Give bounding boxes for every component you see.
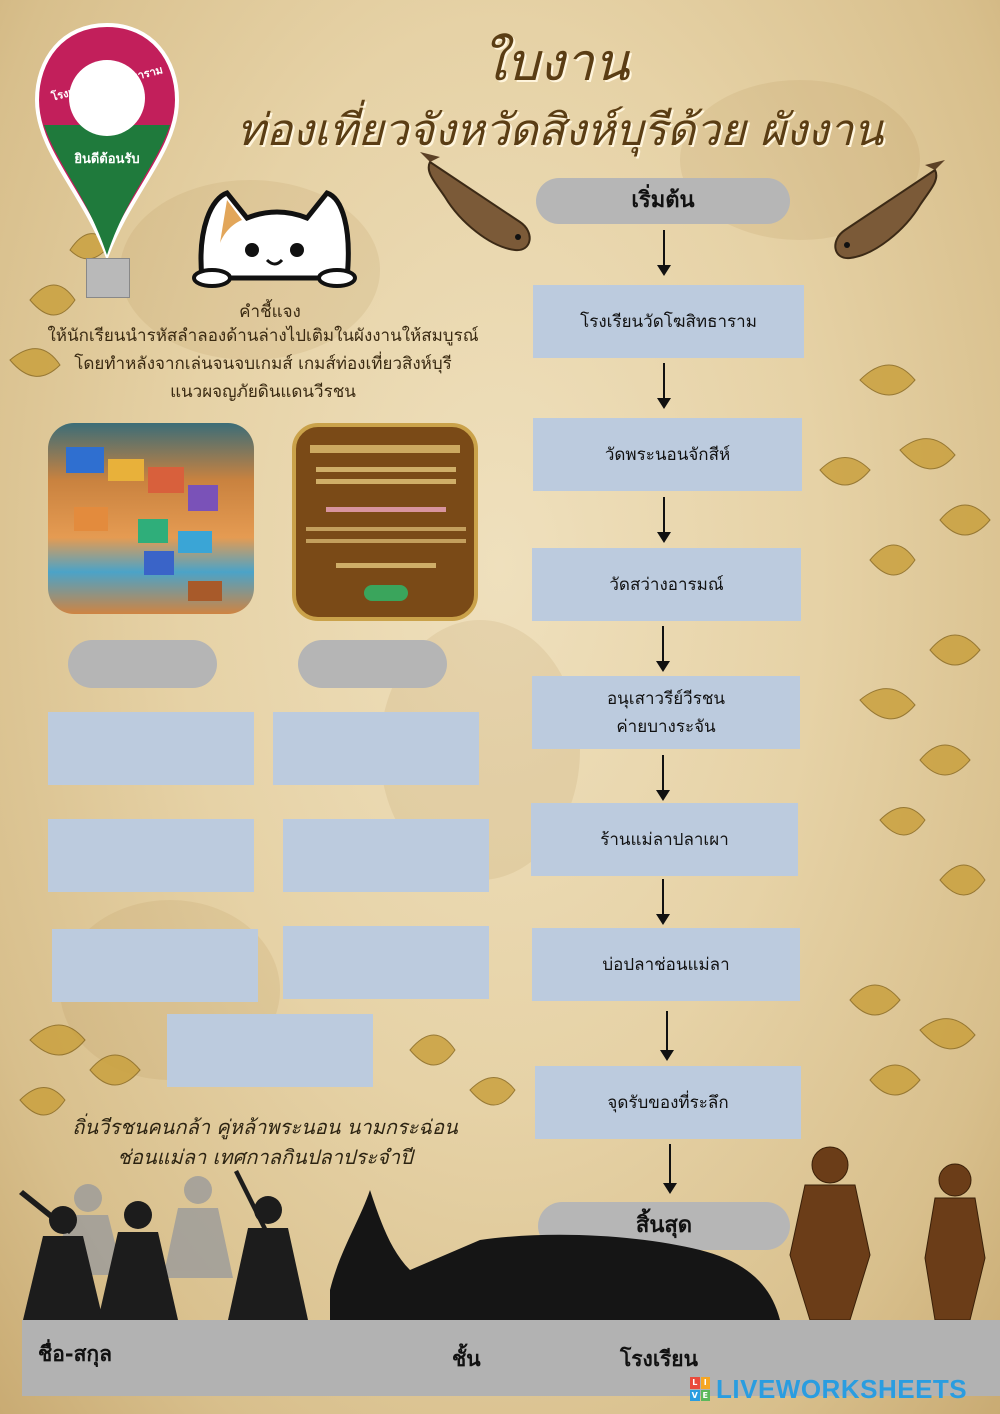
instructions-line-1: ให้นักเรียนนำรหัสลำลองด้านล่างไปเติมในผังงานให้สมบูรณ์ [47,326,479,346]
heroes-silhouette-illustration [18,1170,318,1320]
province-motto [30,1112,500,1172]
game-end-screenshot [292,423,478,621]
flow-arrow [660,1011,674,1061]
snakehead-fish-left-illustration [420,152,540,262]
liveworksheets-name: LIVEWORKSHEETS [716,1373,968,1404]
flowchart-step-6: บ่อปลาช่อนแม่ลา [532,928,800,1001]
flowchart-start: เริ่มต้น [536,178,790,224]
logo-welcome-text: ยินดีต้อนรับ [74,152,140,167]
flowchart-step-2: วัดพระนอนจักสีห์ [533,418,802,491]
flow-arrow [656,626,670,672]
flowchart-step-7: จุดรับของที่ระลึก [535,1066,801,1139]
flowchart-step-4: อนุเสาวรีย์วีรชน ค่ายบางระจัน [532,676,800,749]
flow-arrow [656,879,670,925]
reclining-buddha-silhouette-illustration [320,1180,780,1320]
flow-arrow [656,755,670,801]
name-label: ชื่อ-สกุล [38,1342,112,1366]
liveworksheets-logo-icon: L I V E [690,1377,710,1401]
answer-code-box-3[interactable] [48,819,254,892]
answer-pill-1[interactable] [68,640,217,688]
instructions-text [28,322,498,406]
worksheet-subtitle: ท่องเที่ยวจังหวัดสิงห์บุรีด้วย ผังงาน [236,105,884,156]
instructions-heading: คำชี้แจง [239,302,301,322]
motto-line-2: ช่อนแม่ลา เทศกาลกินปลาประจำปี [117,1145,413,1169]
answer-code-box-7[interactable] [167,1014,373,1087]
school-label: โรงเรียน [620,1347,698,1371]
flowchart-step-3: วัดสว่างอารมณ์ [532,548,801,621]
logo-school-name: โรงเรียนวัดโฆสิทธาราม [50,63,165,104]
answer-code-box-6[interactable] [283,926,489,999]
class-label: ชั้น [452,1347,481,1371]
worksheet-title: ใบงาน [480,33,630,93]
liveworksheets-brand[interactable] [690,1374,967,1404]
flowchart-step-5: ร้านแม่ลาปลาเผา [531,803,798,876]
flow-arrow [657,497,671,543]
flow-arrow [657,363,671,409]
flowchart-end: สิ้นสุด [538,1202,790,1250]
flow-arrow [657,230,671,276]
shadow-puppets-illustration [775,1140,1000,1320]
answer-code-box-2[interactable] [273,712,479,785]
cat-illustration [182,188,362,288]
answer-code-box-4[interactable] [283,819,489,892]
flowchart-step-1: โรงเรียนวัดโฆสิทธาราม [533,285,804,358]
answer-code-box-1[interactable] [48,712,254,785]
instructions-line-3: แนวผจญภัยดินแดนวีรชน [170,382,356,402]
instructions-line-2: โดยทำหลังจากเล่นจนจบเกมส์ เกมส์ท่องเที่ยวสิงห์บุรี [74,354,452,374]
answer-code-box-5[interactable] [52,929,258,1002]
school-pin-logo [32,20,182,260]
game-map-screenshot [48,423,254,614]
motto-line-1: ถิ่นวีรชนคนกล้า คู่หล้าพระนอน นามกระฉ่อน [72,1115,458,1139]
answer-pill-2[interactable] [298,640,447,688]
snakehead-fish-right-illustration [825,160,945,270]
